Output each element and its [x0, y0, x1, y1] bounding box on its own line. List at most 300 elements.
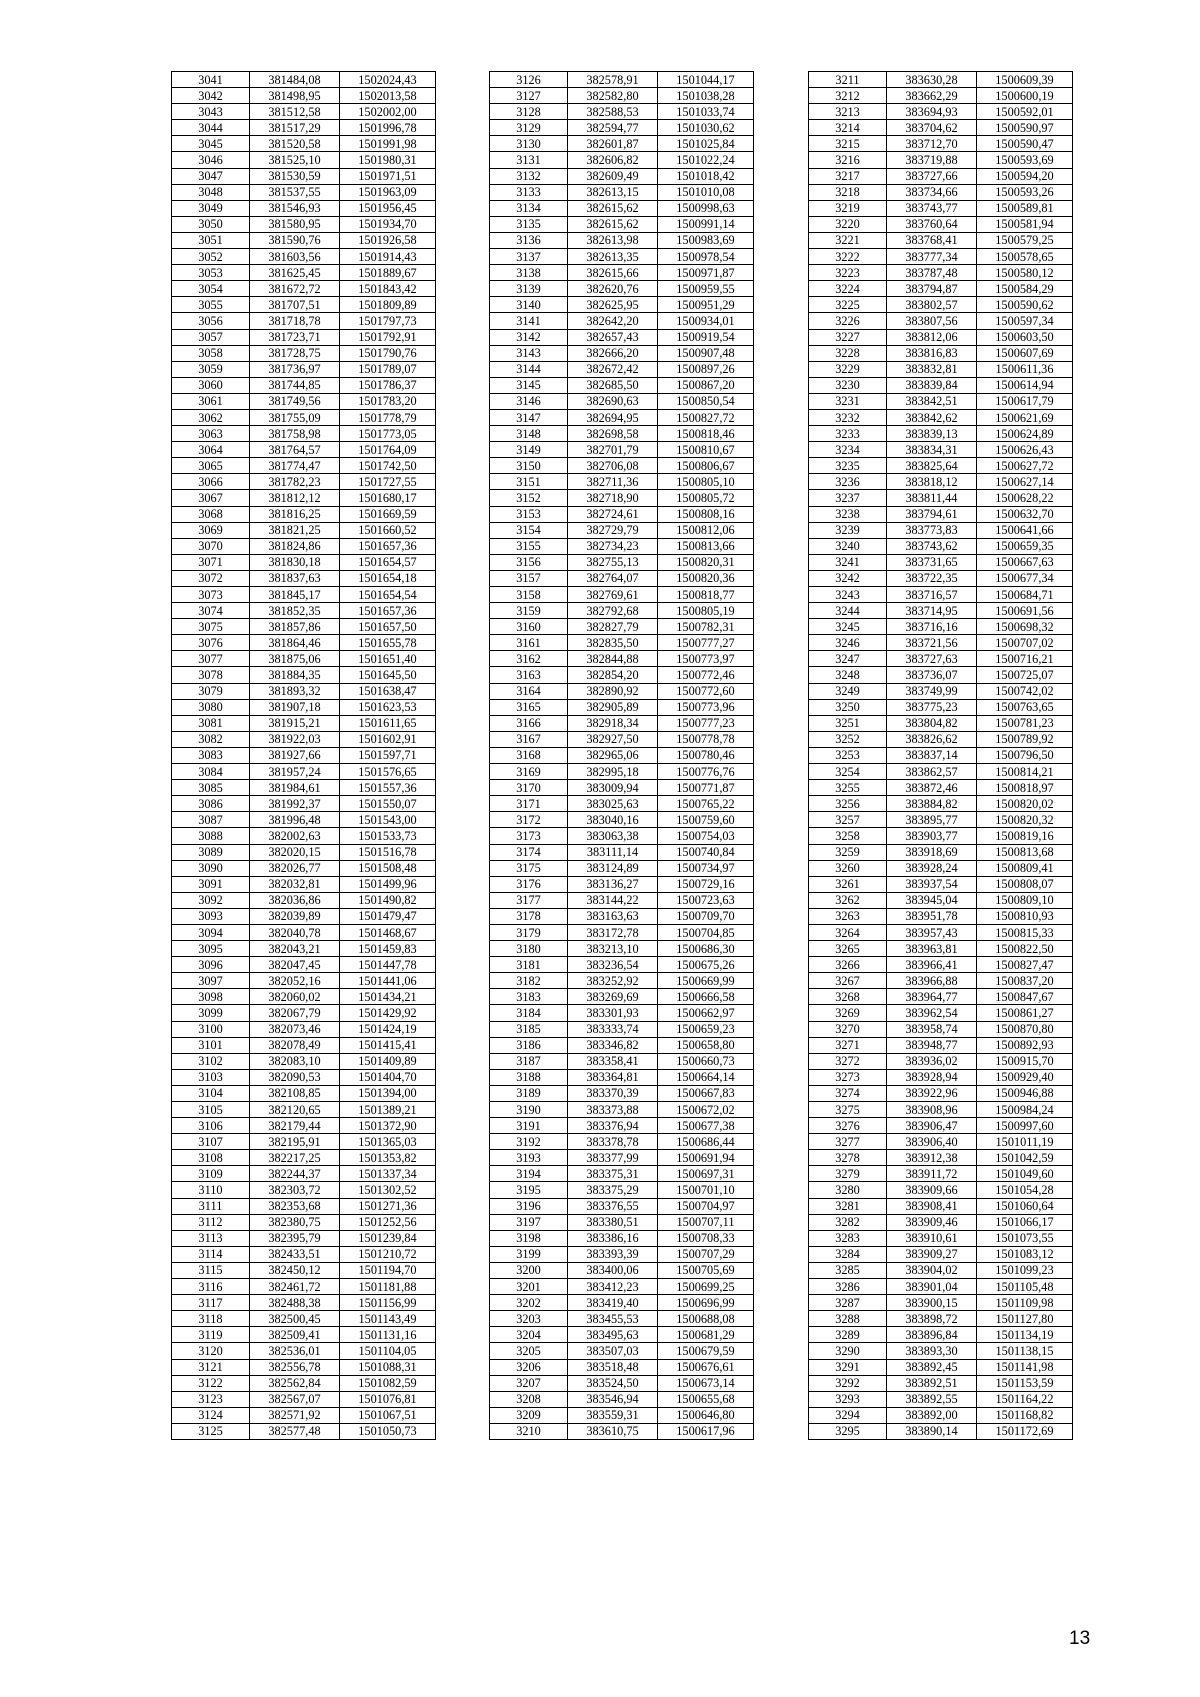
point-number-cell: 3219	[809, 200, 887, 216]
x-coordinate-cell: 382724,61	[568, 506, 658, 522]
table-row	[490, 780, 754, 796]
table-row	[172, 603, 436, 619]
y-coordinate-cell: 1501441,06	[340, 973, 436, 989]
table-row	[172, 377, 436, 393]
y-coordinate-cell: 1501654,54	[340, 587, 436, 603]
point-number-cell: 3188	[490, 1069, 568, 1085]
point-number-cell: 3057	[172, 329, 250, 345]
table-row	[809, 88, 1073, 104]
point-number-cell: 3155	[490, 538, 568, 554]
x-coordinate-cell: 383892,51	[887, 1375, 977, 1391]
y-coordinate-cell: 1501389,21	[340, 1102, 436, 1118]
y-coordinate-cell: 1501980,31	[340, 152, 436, 168]
point-number-cell: 3181	[490, 957, 568, 973]
point-number-cell: 3218	[809, 184, 887, 200]
x-coordinate-cell: 381736,97	[250, 361, 340, 377]
table-row	[490, 603, 754, 619]
table-row	[490, 474, 754, 490]
y-coordinate-cell: 1501638,47	[340, 683, 436, 699]
y-coordinate-cell: 1501088,31	[340, 1359, 436, 1375]
table-row	[809, 329, 1073, 345]
y-coordinate-cell: 1500998,63	[658, 200, 754, 216]
x-coordinate-cell: 383412,23	[568, 1279, 658, 1295]
point-number-cell: 3237	[809, 490, 887, 506]
y-coordinate-cell: 1501153,59	[977, 1375, 1073, 1391]
x-coordinate-cell: 382195,91	[250, 1134, 340, 1150]
point-number-cell: 3119	[172, 1327, 250, 1343]
x-coordinate-cell: 383904,02	[887, 1262, 977, 1278]
table-row	[809, 1343, 1073, 1359]
table-row	[172, 152, 436, 168]
table-row	[172, 1311, 436, 1327]
table-row	[172, 265, 436, 281]
y-coordinate-cell: 1501783,20	[340, 393, 436, 409]
point-number-cell: 3080	[172, 699, 250, 715]
y-coordinate-cell: 1500808,16	[658, 506, 754, 522]
table-row	[490, 1102, 754, 1118]
table-row	[490, 844, 754, 860]
point-number-cell: 3127	[490, 88, 568, 104]
y-coordinate-cell: 1501516,78	[340, 844, 436, 860]
x-coordinate-cell: 382965,06	[568, 747, 658, 763]
table-row	[809, 522, 1073, 538]
y-coordinate-cell: 1501597,71	[340, 747, 436, 763]
x-coordinate-cell: 383727,63	[887, 651, 977, 667]
table-row	[172, 554, 436, 570]
x-coordinate-cell: 382067,79	[250, 1005, 340, 1021]
y-coordinate-cell: 1500597,34	[977, 313, 1073, 329]
table-row	[809, 1134, 1073, 1150]
point-number-cell: 3068	[172, 506, 250, 522]
y-coordinate-cell: 1500818,97	[977, 780, 1073, 796]
point-number-cell: 3048	[172, 184, 250, 200]
y-coordinate-cell: 1501252,56	[340, 1214, 436, 1230]
x-coordinate-cell: 383966,88	[887, 973, 977, 989]
x-coordinate-cell: 381728,75	[250, 345, 340, 361]
point-number-cell: 3197	[490, 1214, 568, 1230]
table-row	[490, 651, 754, 667]
y-coordinate-cell: 1500723,63	[658, 892, 754, 908]
x-coordinate-cell: 383777,34	[887, 249, 977, 265]
table-row	[809, 1198, 1073, 1214]
x-coordinate-cell: 381603,56	[250, 249, 340, 265]
y-coordinate-cell: 1500686,30	[658, 941, 754, 957]
point-number-cell: 3252	[809, 731, 887, 747]
y-coordinate-cell: 1500796,50	[977, 747, 1073, 763]
x-coordinate-cell: 382078,49	[250, 1037, 340, 1053]
x-coordinate-cell: 383966,41	[887, 957, 977, 973]
point-number-cell: 3082	[172, 731, 250, 747]
point-number-cell: 3076	[172, 635, 250, 651]
point-number-cell: 3185	[490, 1021, 568, 1037]
x-coordinate-cell: 383213,10	[568, 941, 658, 957]
x-coordinate-cell: 382567,07	[250, 1391, 340, 1407]
table-row	[809, 989, 1073, 1005]
point-number-cell: 3067	[172, 490, 250, 506]
point-number-cell: 3151	[490, 474, 568, 490]
x-coordinate-cell: 381749,56	[250, 393, 340, 409]
point-number-cell: 3054	[172, 281, 250, 297]
table-row	[172, 168, 436, 184]
table-row	[490, 442, 754, 458]
table-row	[809, 393, 1073, 409]
x-coordinate-cell: 381812,12	[250, 490, 340, 506]
x-coordinate-cell: 383928,94	[887, 1069, 977, 1085]
x-coordinate-cell: 382642,20	[568, 313, 658, 329]
x-coordinate-cell: 383630,28	[887, 72, 977, 88]
x-coordinate-cell: 383734,66	[887, 184, 977, 200]
x-coordinate-cell: 383958,74	[887, 1021, 977, 1037]
table-row	[809, 265, 1073, 281]
x-coordinate-cell: 383826,62	[887, 731, 977, 747]
table-row	[490, 1230, 754, 1246]
point-number-cell: 3041	[172, 72, 250, 88]
y-coordinate-cell: 1500822,50	[977, 941, 1073, 957]
point-number-cell: 3173	[490, 828, 568, 844]
point-number-cell: 3090	[172, 860, 250, 876]
table-row	[809, 796, 1073, 812]
x-coordinate-cell: 383301,93	[568, 1005, 658, 1021]
y-coordinate-cell: 1501181,88	[340, 1279, 436, 1295]
y-coordinate-cell: 1501404,70	[340, 1069, 436, 1085]
table-row	[809, 232, 1073, 248]
table-row	[490, 377, 754, 393]
table-row	[809, 1214, 1073, 1230]
y-coordinate-cell: 1500590,62	[977, 297, 1073, 313]
table-row	[809, 297, 1073, 313]
table-row	[172, 361, 436, 377]
x-coordinate-cell: 383252,92	[568, 973, 658, 989]
table-row	[172, 635, 436, 651]
point-number-cell: 3276	[809, 1118, 887, 1134]
point-number-cell: 3190	[490, 1102, 568, 1118]
x-coordinate-cell: 381816,25	[250, 506, 340, 522]
y-coordinate-cell: 1500677,38	[658, 1118, 754, 1134]
point-number-cell: 3166	[490, 715, 568, 731]
y-coordinate-cell: 1502024,43	[340, 72, 436, 88]
y-coordinate-cell: 1501657,50	[340, 619, 436, 635]
table-row	[809, 216, 1073, 232]
table-row	[172, 941, 436, 957]
x-coordinate-cell: 383963,81	[887, 941, 977, 957]
point-number-cell: 3226	[809, 313, 887, 329]
table-row	[809, 667, 1073, 683]
y-coordinate-cell: 1500578,65	[977, 249, 1073, 265]
x-coordinate-cell: 383787,48	[887, 265, 977, 281]
x-coordinate-cell: 382043,21	[250, 941, 340, 957]
point-number-cell: 3256	[809, 796, 887, 812]
point-number-cell: 3124	[172, 1407, 250, 1423]
x-coordinate-cell: 383358,41	[568, 1053, 658, 1069]
table-row	[490, 1327, 754, 1343]
table-row	[490, 635, 754, 651]
point-number-cell: 3126	[490, 72, 568, 88]
y-coordinate-cell: 1500684,71	[977, 587, 1073, 603]
y-coordinate-cell: 1500658,80	[658, 1037, 754, 1053]
x-coordinate-cell: 382755,13	[568, 554, 658, 570]
x-coordinate-cell: 381852,35	[250, 603, 340, 619]
table-row	[172, 345, 436, 361]
table-row	[172, 1423, 436, 1439]
table-row	[490, 1118, 754, 1134]
x-coordinate-cell: 383610,75	[568, 1423, 658, 1439]
point-number-cell: 3195	[490, 1182, 568, 1198]
table-row	[809, 538, 1073, 554]
y-coordinate-cell: 1501168,82	[977, 1407, 1073, 1423]
table-row	[490, 104, 754, 120]
x-coordinate-cell: 382488,38	[250, 1295, 340, 1311]
point-number-cell: 3223	[809, 265, 887, 281]
x-coordinate-cell: 382090,53	[250, 1069, 340, 1085]
table-row	[490, 1198, 754, 1214]
x-coordinate-cell: 381525,10	[250, 152, 340, 168]
x-coordinate-cell: 382905,89	[568, 699, 658, 715]
point-number-cell: 3268	[809, 989, 887, 1005]
y-coordinate-cell: 1500707,11	[658, 1214, 754, 1230]
x-coordinate-cell: 383842,62	[887, 409, 977, 425]
x-coordinate-cell: 381520,58	[250, 136, 340, 152]
point-number-cell: 3211	[809, 72, 887, 88]
y-coordinate-cell: 1500813,66	[658, 538, 754, 554]
x-coordinate-cell: 381744,85	[250, 377, 340, 393]
y-coordinate-cell: 1500915,70	[977, 1053, 1073, 1069]
y-coordinate-cell: 1501655,78	[340, 635, 436, 651]
x-coordinate-cell: 381723,71	[250, 329, 340, 345]
x-coordinate-cell: 383662,29	[887, 88, 977, 104]
x-coordinate-cell: 382353,68	[250, 1198, 340, 1214]
table-row	[809, 1391, 1073, 1407]
x-coordinate-cell: 382040,78	[250, 924, 340, 940]
x-coordinate-cell: 383794,61	[887, 506, 977, 522]
point-number-cell: 3254	[809, 764, 887, 780]
x-coordinate-cell: 381498,95	[250, 88, 340, 104]
y-coordinate-cell: 1501963,09	[340, 184, 436, 200]
point-number-cell: 3133	[490, 184, 568, 200]
point-number-cell: 3267	[809, 973, 887, 989]
point-number-cell: 3072	[172, 570, 250, 586]
y-coordinate-cell: 1500815,33	[977, 924, 1073, 940]
y-coordinate-cell: 1501934,70	[340, 216, 436, 232]
table-row	[172, 651, 436, 667]
table-row	[490, 683, 754, 699]
x-coordinate-cell: 383900,15	[887, 1295, 977, 1311]
table-row	[490, 1037, 754, 1053]
table-row	[809, 1182, 1073, 1198]
y-coordinate-cell: 1500818,46	[658, 426, 754, 442]
x-coordinate-cell: 382615,66	[568, 265, 658, 281]
table-row	[490, 1262, 754, 1278]
y-coordinate-cell: 1500614,94	[977, 377, 1073, 393]
x-coordinate-cell: 383862,57	[887, 764, 977, 780]
y-coordinate-cell: 1500669,99	[658, 973, 754, 989]
x-coordinate-cell: 383964,77	[887, 989, 977, 1005]
point-number-cell: 3232	[809, 409, 887, 425]
x-coordinate-cell: 382609,49	[568, 168, 658, 184]
point-number-cell: 3225	[809, 297, 887, 313]
y-coordinate-cell: 1501143,49	[340, 1311, 436, 1327]
table-row	[172, 587, 436, 603]
x-coordinate-cell: 382615,62	[568, 216, 658, 232]
table-row	[490, 409, 754, 425]
point-number-cell: 3284	[809, 1246, 887, 1262]
y-coordinate-cell: 1502002,00	[340, 104, 436, 120]
point-number-cell: 3171	[490, 796, 568, 812]
y-coordinate-cell: 1501651,40	[340, 651, 436, 667]
table-row	[490, 715, 754, 731]
table-row	[809, 828, 1073, 844]
table-row	[809, 1246, 1073, 1262]
table-row	[172, 924, 436, 940]
y-coordinate-cell: 1501764,09	[340, 442, 436, 458]
y-coordinate-cell: 1501239,84	[340, 1230, 436, 1246]
x-coordinate-cell: 383346,82	[568, 1037, 658, 1053]
x-coordinate-cell: 381957,24	[250, 764, 340, 780]
y-coordinate-cell: 1500672,02	[658, 1102, 754, 1118]
table-row	[490, 876, 754, 892]
x-coordinate-cell: 382509,41	[250, 1327, 340, 1343]
table-row	[172, 619, 436, 635]
table-row	[809, 313, 1073, 329]
x-coordinate-cell: 382729,79	[568, 522, 658, 538]
x-coordinate-cell: 383386,16	[568, 1230, 658, 1246]
y-coordinate-cell: 1501127,80	[977, 1311, 1073, 1327]
y-coordinate-cell: 1500897,26	[658, 361, 754, 377]
y-coordinate-cell: 1501067,51	[340, 1407, 436, 1423]
x-coordinate-cell: 383393,39	[568, 1246, 658, 1262]
x-coordinate-cell: 383364,81	[568, 1069, 658, 1085]
y-coordinate-cell: 1501271,36	[340, 1198, 436, 1214]
x-coordinate-cell: 383837,14	[887, 747, 977, 763]
x-coordinate-cell: 383731,65	[887, 554, 977, 570]
x-coordinate-cell: 382890,92	[568, 683, 658, 699]
x-coordinate-cell: 383896,84	[887, 1327, 977, 1343]
x-coordinate-cell: 383842,51	[887, 393, 977, 409]
point-number-cell: 3111	[172, 1198, 250, 1214]
y-coordinate-cell: 1500679,59	[658, 1343, 754, 1359]
point-number-cell: 3142	[490, 329, 568, 345]
table-row	[172, 1230, 436, 1246]
point-number-cell: 3245	[809, 619, 887, 635]
y-coordinate-cell: 1500704,85	[658, 924, 754, 940]
y-coordinate-cell: 1500929,40	[977, 1069, 1073, 1085]
x-coordinate-cell: 383716,57	[887, 587, 977, 603]
table-row	[490, 1343, 754, 1359]
table-row	[809, 506, 1073, 522]
x-coordinate-cell: 382433,51	[250, 1246, 340, 1262]
x-coordinate-cell: 383507,03	[568, 1343, 658, 1359]
y-coordinate-cell: 1500827,72	[658, 409, 754, 425]
x-coordinate-cell: 381755,09	[250, 409, 340, 425]
point-number-cell: 3147	[490, 409, 568, 425]
x-coordinate-cell: 383884,82	[887, 796, 977, 812]
point-number-cell: 3178	[490, 908, 568, 924]
table-row	[172, 474, 436, 490]
point-number-cell: 3175	[490, 860, 568, 876]
x-coordinate-cell: 381774,47	[250, 458, 340, 474]
point-number-cell: 3141	[490, 313, 568, 329]
y-coordinate-cell: 1500580,12	[977, 265, 1073, 281]
point-number-cell: 3150	[490, 458, 568, 474]
y-coordinate-cell: 1500662,97	[658, 1005, 754, 1021]
point-number-cell: 3266	[809, 957, 887, 973]
point-number-cell: 3249	[809, 683, 887, 699]
table-row	[809, 474, 1073, 490]
table-row	[490, 860, 754, 876]
y-coordinate-cell: 1500782,31	[658, 619, 754, 635]
point-number-cell: 3117	[172, 1295, 250, 1311]
table-row	[172, 442, 436, 458]
y-coordinate-cell: 1500617,79	[977, 393, 1073, 409]
x-coordinate-cell: 382588,53	[568, 104, 658, 120]
point-number-cell: 3131	[490, 152, 568, 168]
point-number-cell: 3101	[172, 1037, 250, 1053]
x-coordinate-cell: 383922,96	[887, 1085, 977, 1101]
table-row	[172, 812, 436, 828]
y-coordinate-cell: 1500660,73	[658, 1053, 754, 1069]
x-coordinate-cell: 383722,35	[887, 570, 977, 586]
y-coordinate-cell: 1501602,91	[340, 731, 436, 747]
table-row	[490, 1407, 754, 1423]
table-row	[172, 1053, 436, 1069]
x-coordinate-cell: 382769,61	[568, 587, 658, 603]
x-coordinate-cell: 381672,72	[250, 281, 340, 297]
point-number-cell: 3052	[172, 249, 250, 265]
point-number-cell: 3287	[809, 1295, 887, 1311]
point-number-cell: 3281	[809, 1198, 887, 1214]
point-number-cell: 3165	[490, 699, 568, 715]
point-number-cell: 3257	[809, 812, 887, 828]
table-row	[172, 313, 436, 329]
x-coordinate-cell: 383911,72	[887, 1166, 977, 1182]
y-coordinate-cell: 1501611,65	[340, 715, 436, 731]
table-row	[809, 619, 1073, 635]
y-coordinate-cell: 1500772,46	[658, 667, 754, 683]
x-coordinate-cell: 383333,74	[568, 1021, 658, 1037]
point-number-cell: 3200	[490, 1262, 568, 1278]
y-coordinate-cell: 1501409,89	[340, 1053, 436, 1069]
point-number-cell: 3289	[809, 1327, 887, 1343]
table-row	[490, 731, 754, 747]
point-number-cell: 3212	[809, 88, 887, 104]
y-coordinate-cell: 1501669,59	[340, 506, 436, 522]
y-coordinate-cell: 1500837,20	[977, 973, 1073, 989]
point-number-cell: 3258	[809, 828, 887, 844]
x-coordinate-cell: 382606,82	[568, 152, 658, 168]
point-number-cell: 3262	[809, 892, 887, 908]
table-row	[172, 715, 436, 731]
y-coordinate-cell: 1500818,77	[658, 587, 754, 603]
y-coordinate-cell: 1500763,65	[977, 699, 1073, 715]
coordinates-table-3	[808, 71, 1073, 1440]
point-number-cell: 3095	[172, 941, 250, 957]
x-coordinate-cell: 383236,54	[568, 957, 658, 973]
y-coordinate-cell: 1501042,59	[977, 1150, 1073, 1166]
x-coordinate-cell: 381996,48	[250, 812, 340, 828]
y-coordinate-cell: 1501424,19	[340, 1021, 436, 1037]
x-coordinate-cell: 381580,95	[250, 216, 340, 232]
y-coordinate-cell: 1501141,98	[977, 1359, 1073, 1375]
y-coordinate-cell: 1501623,53	[340, 699, 436, 715]
y-coordinate-cell: 1500867,20	[658, 377, 754, 393]
x-coordinate-cell: 383749,99	[887, 683, 977, 699]
x-coordinate-cell: 383144,22	[568, 892, 658, 908]
y-coordinate-cell: 1500603,50	[977, 329, 1073, 345]
point-number-cell: 3234	[809, 442, 887, 458]
x-coordinate-cell: 383377,99	[568, 1150, 658, 1166]
x-coordinate-cell: 383269,69	[568, 989, 658, 1005]
y-coordinate-cell: 1501576,65	[340, 764, 436, 780]
point-number-cell: 3053	[172, 265, 250, 281]
